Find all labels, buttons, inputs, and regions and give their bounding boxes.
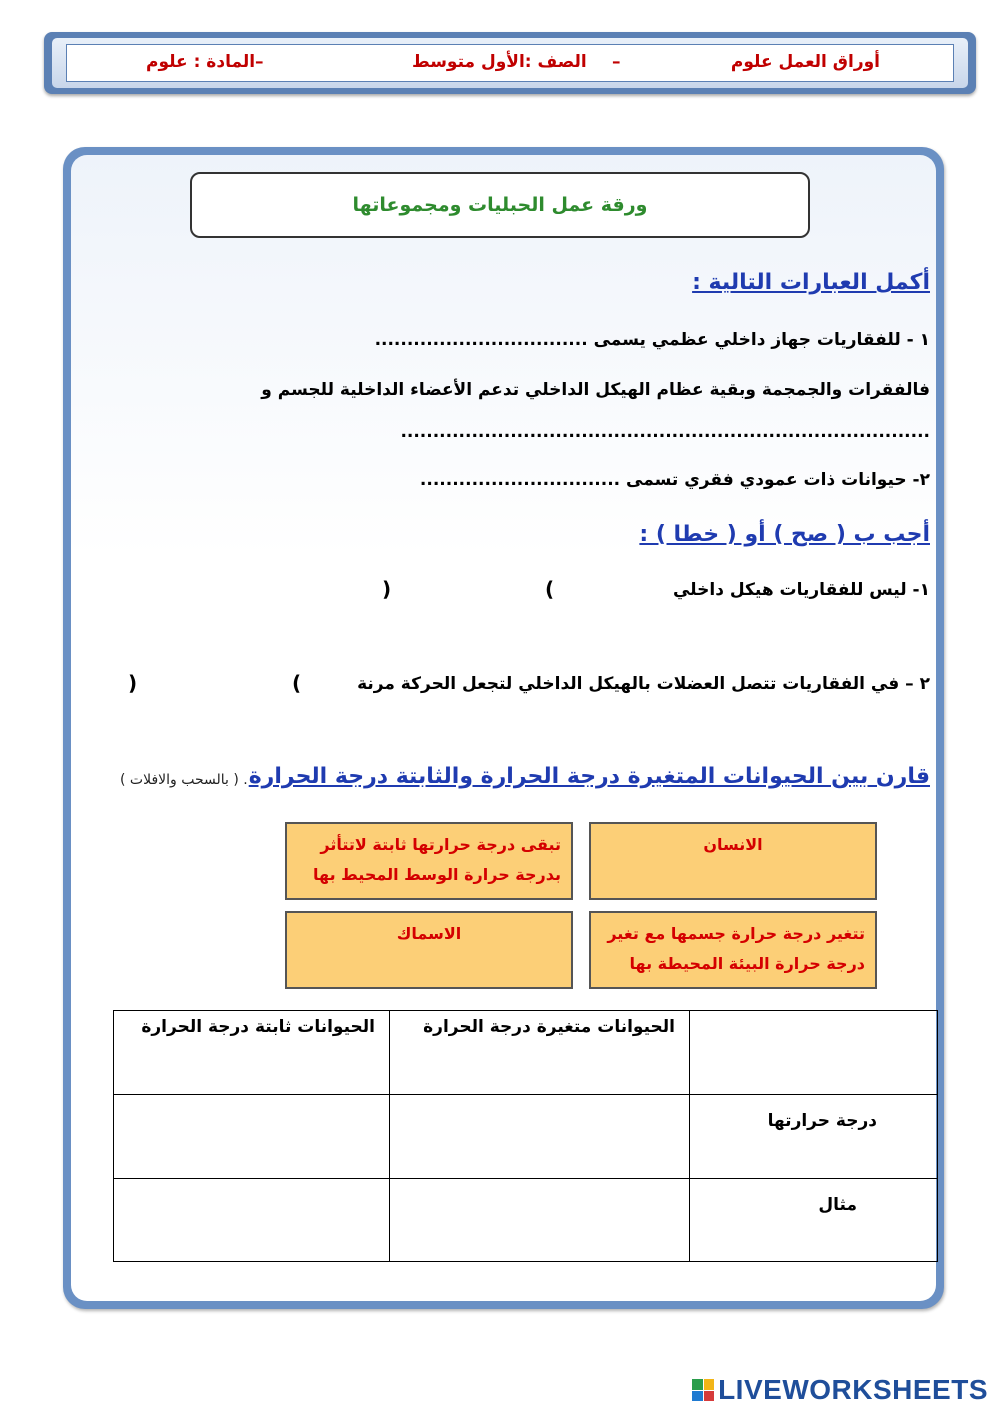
drop-zone-constant-temperature[interactable] [114, 1095, 390, 1179]
section-compare-heading: قارن بين الحيوانات المتغيرة درجة الحرارة والثابتة درجة الحرارة [248, 764, 930, 789]
drop-zone-variable-temperature[interactable] [390, 1095, 690, 1179]
question-1-answer-line: .................................................................................. [400, 422, 930, 442]
question-2-text: ٢- حيوانات ذات عمودي فقري تسمى ............................... [419, 470, 930, 490]
question-1-continuation: فالفقرات والجمجمة وبقية عظام الهيكل الداخلي تدعم الأعضاء الداخلية للجسم و [261, 380, 930, 400]
liveworksheets-logo [692, 1374, 988, 1406]
tf-answer-1-open: ( [545, 577, 555, 601]
table-header-variable: الحيوانات متغيرة درجة الحرارة [390, 1011, 690, 1095]
table-corner-cell [690, 1011, 938, 1095]
liveworksheets-brand-text: LIVEWORKSHEETS [718, 1374, 988, 1405]
drag-card-constant-description[interactable]: تبقى درجة حرارتها ثابتة لاتتأثر بدرجة حرارة الوسط المحيط بها [285, 822, 573, 900]
tf-question-1: ١- ليس للفقاريات هيكل داخلي [672, 580, 930, 600]
section-true-false-heading: أجب ب ( صح ) أو ( خطا ) : [639, 522, 930, 547]
drag-drop-note: . ( بالسحب والافلات ) [120, 772, 248, 788]
header-worksheet-label: أوراق العمل علوم [730, 52, 880, 72]
tf-answer-2-close: ) [128, 671, 138, 695]
drag-card-human[interactable]: الانسان [589, 822, 877, 900]
drag-card-variable-description[interactable]: تتغير درجة حرارة جسمها مع تغير درجة حرارة البيئة المحيطة بها [589, 911, 877, 989]
liveworksheets-logo-icon [692, 1379, 714, 1401]
table-row-example: مثال [690, 1179, 938, 1262]
header-grade: الصف :الأول متوسط [412, 52, 587, 72]
worksheet-title: ورقة عمل الحبليات ومجموعاتها [190, 172, 810, 238]
header-dash: – [612, 52, 621, 72]
tf-question-2: ٢ – في الفقاريات تتصل العضلات بالهيكل الداخلي لتجعل الحركة مرنة [357, 674, 930, 694]
section-complete-heading: أكمل العبارات التالية : [692, 270, 930, 295]
comparison-table [113, 1010, 938, 1262]
drag-card-fish[interactable]: الاسماك [285, 911, 573, 989]
drop-zone-constant-example[interactable] [114, 1179, 390, 1262]
question-1-text: ١ - للفقاريات جهاز داخلي عظمي يسمى ................................. [374, 330, 930, 350]
tf-answer-1-close: ) [382, 577, 392, 601]
tf-answer-2-open: ( [292, 671, 302, 695]
drop-zone-variable-example[interactable] [390, 1179, 690, 1262]
header-subject: –المادة : علوم [146, 52, 264, 72]
table-row-temperature: درجة حرارتها [690, 1095, 938, 1179]
table-header-constant: الحيوانات ثابتة درجة الحرارة [114, 1011, 390, 1095]
